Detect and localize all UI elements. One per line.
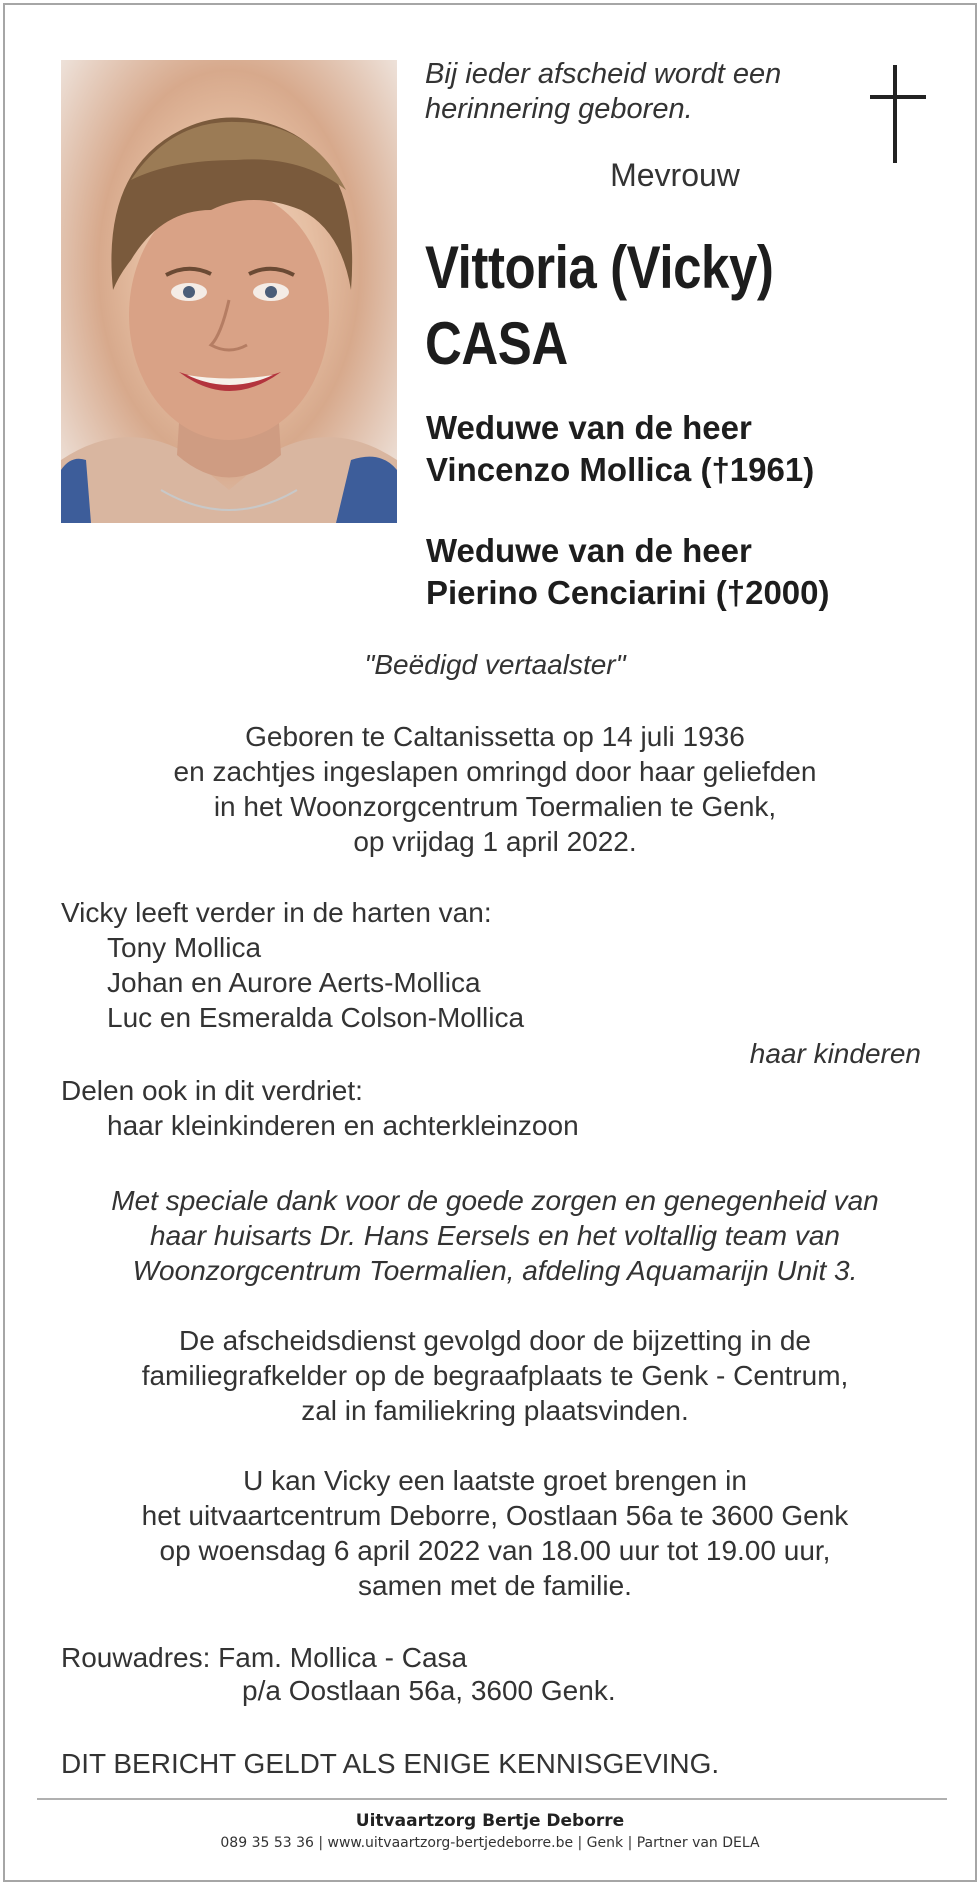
deceased-first-name: Vittoria (Vicky) — [425, 234, 774, 301]
undertaker-contact: 089 35 53 36 | www.uitvaartzorg-bertjedeborre.be | Genk | Partner van DELA — [220, 1835, 760, 1851]
survivors-intro: Vicky leeft verder in de harten van: — [61, 897, 492, 928]
notice-statement: DIT BERICHT GELDT ALS ENIGE KENNISGEVING. — [61, 1748, 720, 1779]
details-line: en zachtjes ingeslapen omringd door haar geliefden — [173, 756, 817, 787]
thanks-line: haar huisarts Dr. Hans Eersels en het voltallig team van — [150, 1220, 840, 1251]
thanks-line: Woonzorgcentrum Toermalien, afdeling Aquamarijn Unit 3. — [132, 1255, 858, 1286]
obituary-card — [3, 3, 977, 1882]
mourning-address-line2: p/a Oostlaan 56a, 3600 Genk. — [242, 1675, 616, 1706]
survivor-name: Tony Mollica — [107, 932, 262, 963]
details-line: in het Woonzorgcentrum Toermalien te Genk, — [213, 791, 777, 822]
details-line: Geboren te Caltanissetta op 14 juli 1936 — [245, 721, 745, 752]
visit-line: U kan Vicky een laatste groet brengen in — [243, 1465, 747, 1496]
birth-death-details — [61, 719, 929, 859]
opening-quote — [425, 57, 781, 127]
visit-line: samen met de familie. — [358, 1570, 632, 1601]
widow-line: Vincenzo Mollica (†1961) — [426, 451, 815, 488]
quote-line: herinnering geboren. — [425, 93, 693, 125]
service-line: familiegrafkelder op de begraafplaats te Genk - Centrum, — [141, 1360, 849, 1391]
service-line: zal in familiekring plaatsvinden. — [301, 1395, 689, 1426]
widow-of-second — [426, 530, 830, 614]
survivors-section — [61, 895, 524, 1035]
thanks-line: Met speciale dank voor de goede zorgen en genegenheid van — [111, 1185, 879, 1216]
deceased-name — [425, 230, 773, 382]
service-line: De afscheidsdienst gevolgd door de bijzetting in de — [179, 1325, 811, 1356]
profession: "Beëdigd vertaalster" — [364, 649, 626, 680]
survivors-role: haar kinderen — [749, 1038, 921, 1069]
undertaker-name: Uitvaartzorg Bertje Deborre — [355, 1811, 625, 1831]
sharing-intro: Delen ook in dit verdriet: — [61, 1075, 363, 1106]
footer-divider — [37, 1798, 947, 1800]
details-line: op vrijdag 1 april 2022. — [353, 826, 637, 857]
visitation-info — [61, 1463, 929, 1603]
portrait-photo — [61, 60, 397, 523]
cross-icon-bar — [870, 95, 926, 99]
sharing-section — [61, 1073, 579, 1143]
sharing-name: haar kleinkinderen en achterkleinzoon — [107, 1110, 579, 1141]
widow-line: Pierino Cenciarini (†2000) — [426, 574, 830, 611]
survivor-name: Johan en Aurore Aerts-Mollica — [107, 967, 481, 998]
widow-line: Weduwe van de heer — [426, 409, 752, 446]
cross-icon — [893, 65, 897, 163]
deceased-surname: CASA — [425, 310, 568, 377]
survivor-name: Luc en Esmeralda Colson-Mollica — [107, 1002, 525, 1033]
visit-line: op woensdag 6 april 2022 van 18.00 uur tot 19.00 uur, — [159, 1535, 831, 1566]
thanks-note — [61, 1183, 929, 1288]
portrait-illustration — [61, 60, 397, 523]
visit-line: het uitvaartcentrum Deborre, Oostlaan 56a te 3600 Genk — [141, 1500, 849, 1531]
widow-of-first — [426, 407, 814, 491]
mourning-address: Rouwadres: Fam. Mollica - Casa — [61, 1642, 468, 1673]
widow-line: Weduwe van de heer — [426, 532, 752, 569]
salutation: Mevrouw — [610, 157, 740, 193]
service-info — [61, 1323, 929, 1428]
quote-line: Bij ieder afscheid wordt een — [425, 58, 782, 90]
